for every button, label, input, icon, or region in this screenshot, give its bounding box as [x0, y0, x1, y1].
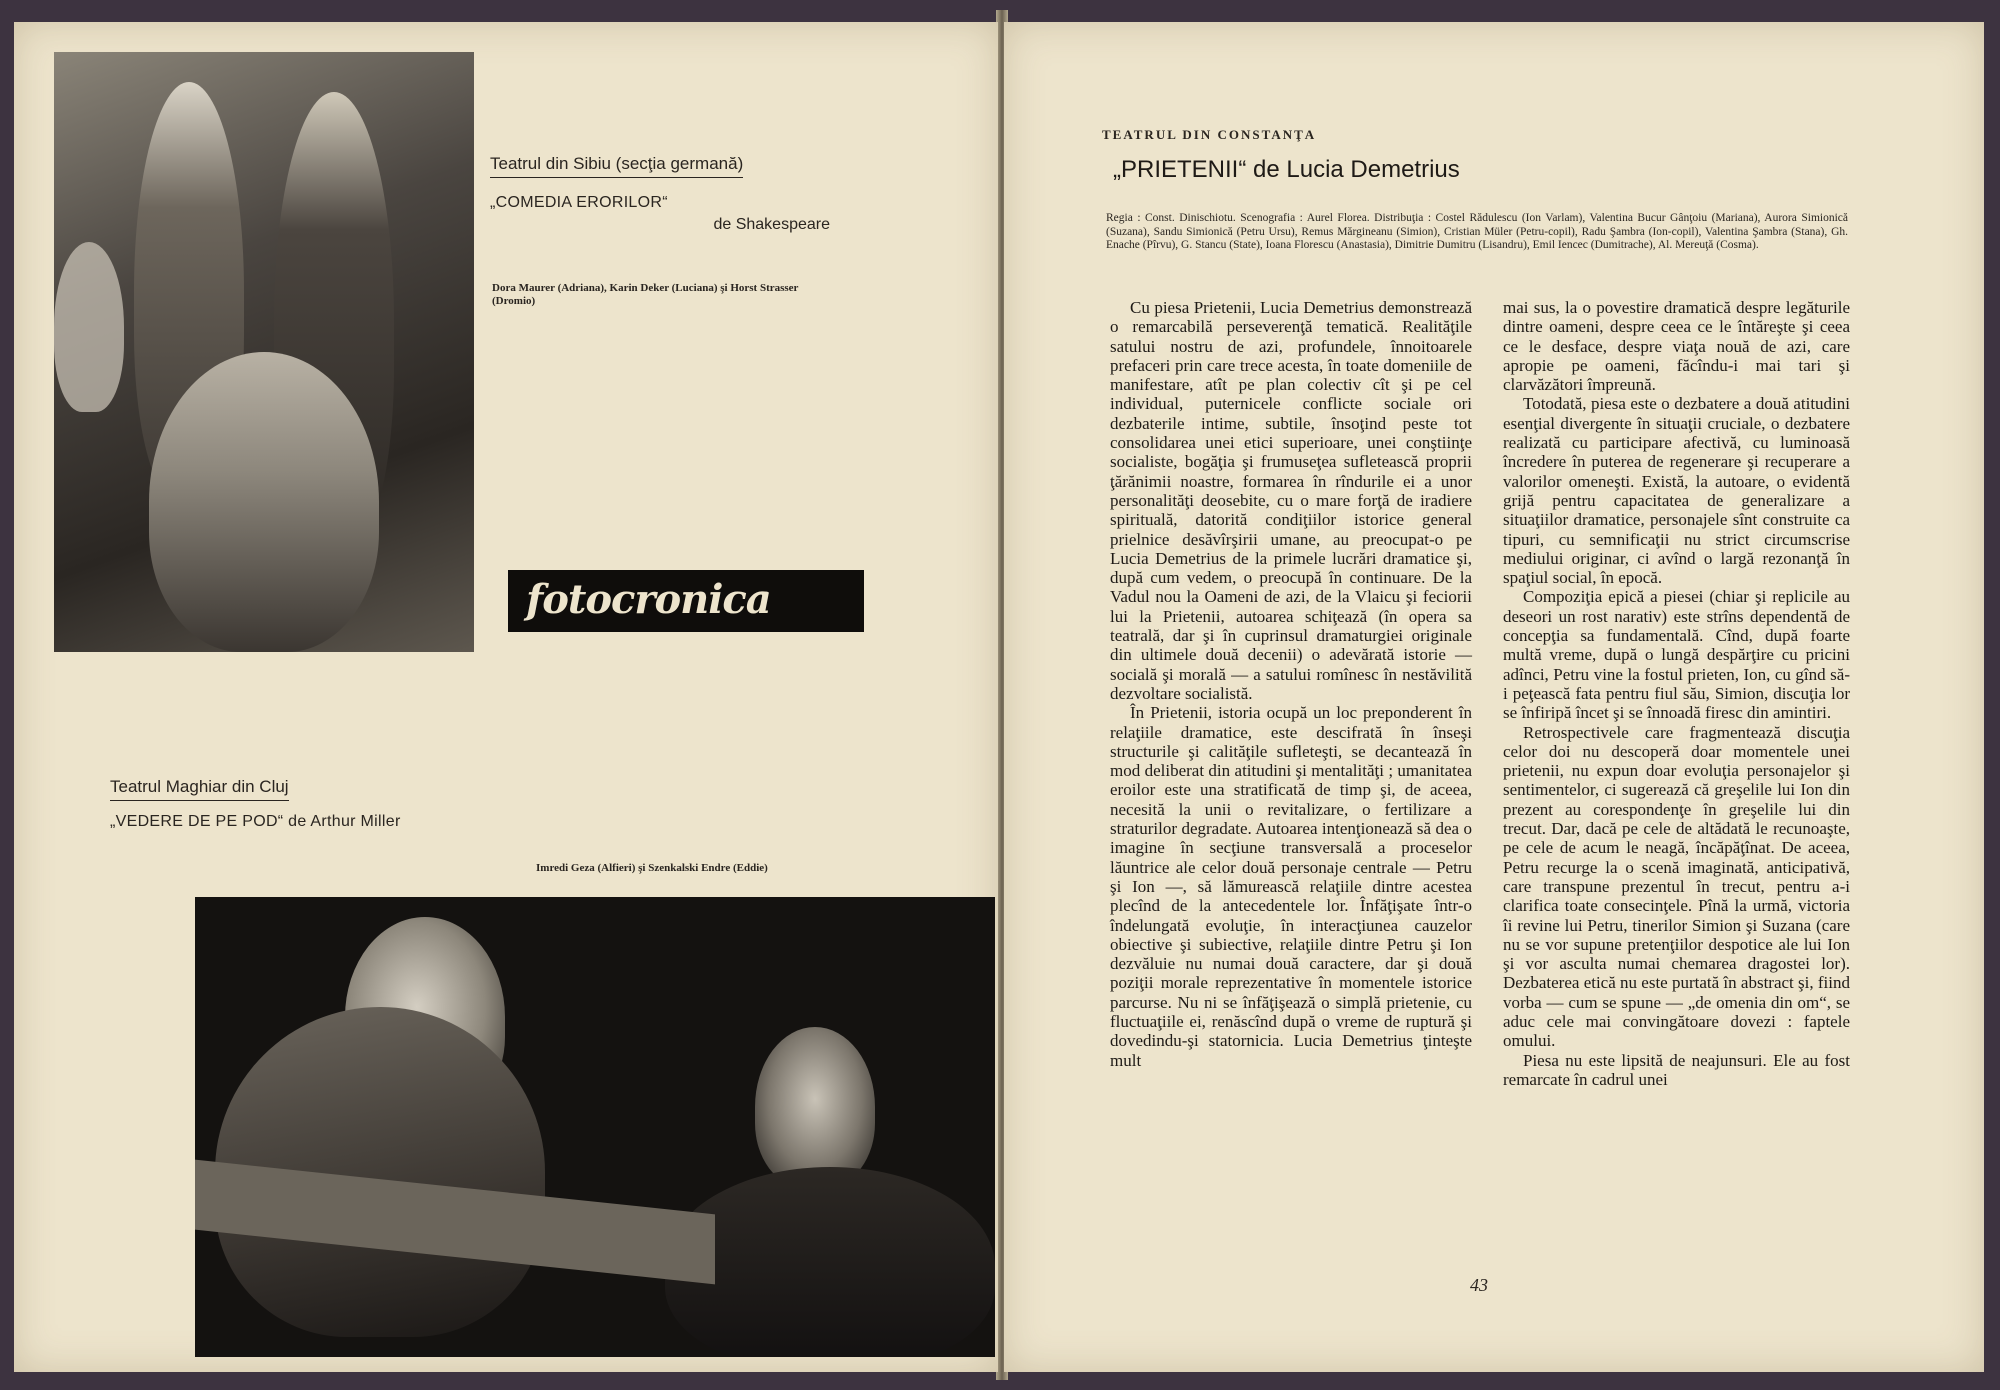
article-title: „PRIETENII“ de Lucia Demetrius: [1113, 156, 1460, 183]
fotocronica-logo: fotocronica: [526, 576, 771, 623]
paragraph: Piesa nu este lipsită de neajunsuri. Ele au fost remarcate în cadrul unei: [1503, 1050, 1850, 1089]
paragraph: În Prietenii, istoria ocupă un loc preponderent în relaţiile dramatice, este descifrată în înseşi structurile şi calităţile sufleteşti, se decantează în mod deliberat din atitudini şi mentalităţi ; umanitatea eroilor este una stratificată de timp şi, de aceea, necesită la unii o revitalizare, o fertilizare a straturilor degradate. Autoarea intenţionează să dea o imagine în secţiune transversală a proceselor lăuntrice ale celor două personaje centrale — Petru şi Ion —, să lămurească relaţiile dintre acestea plecînd de la antecedentele lor. Înfăţişate într-o îndelungată evoluţie, în interacţiunea cauzelor obiective şi subiective, relaţiile dintre Petru şi Ion dezvăluie nu numai două caractere, dar şi două poziţii morale reprezentative în momentele istorice parcurse. Nu ni se înfăţişează o simplă prietenie, cu fluctuaţiile ei, renăscînd după o vreme de ruptură şi dovedindu-şi statornicia. Lucia Demetrius ţinteşte mult: [1110, 703, 1472, 1070]
view-from-bridge-title: „VEDERE DE PE POD“ de Arthur Miller: [110, 813, 401, 830]
paragraph: Compoziţia epică a piesei (chiar şi replicile au deseori un rost narativ) este strîns dependentă de concepţia sa fundamentală. Cînd, după foarte multă vreme, după o lungă despărţire cu pricini adînci, Petru vine la fostul prieten, Ion, cu gînd să-i peţească fata pentru fiul său, Simion, discuţia lor se înfiripă încet şi se înnoadă firesc din amintiri.: [1503, 587, 1850, 723]
shakespeare-author: de Shakespeare: [713, 216, 830, 233]
fotocronica-banner: [508, 570, 864, 632]
sibiu-theatre-name: Teatrul din Sibiu (secţia germană): [490, 154, 743, 178]
sibiu-cast-note: Dora Maurer (Adriana), Karin Deker (Luciana) şi Horst Strasser (Dromio): [492, 282, 799, 307]
production-credits: Regia : Const. Dinischiotu. Scenografia : Aurel Florea. Distribuţia : Costel Rădulescu (Ion Varlam), Valentina Bucur Gânţoiu (Mariana), Aurora Simionică (Suzana), Sandu Simionică (Petru Ursu), Remus Mărgineanu (Simion), Cristian Müler (Petru-copil), Radu Şambra (Ion-copil), Valentina Şambra (Stana), Gh. Enache (Pîrvu), G. Stancu (State), Ioana Florescu (Anastasia), Dimitrie Dumitru (Lisandru), Emil Iencec (Dumitrache), Al. Mereuţă (Cosma).: [1106, 212, 1848, 251]
page-number: 43: [1470, 1275, 1488, 1295]
article-column-2: [1503, 298, 1850, 1089]
comedy-of-errors-title: „COMEDIA ERORILOR“: [490, 194, 668, 211]
left-page: [14, 22, 998, 1372]
comedy-of-errors-photo: [54, 52, 474, 652]
sibiu-caption: [490, 154, 830, 234]
article-column-1: [1110, 298, 1472, 1070]
view-from-bridge-photo: [195, 897, 995, 1357]
paragraph: Cu piesa Prietenii, Lucia Demetrius demonstrează o remarcabilă perseverenţă tematică. Realităţile satului nostru de azi, profundele, înnoitoarele prefaceri prin care trece acesta, în toate domeniile de manifestare, atît pe plan colectiv cît şi pe cel individual, puternicele conflicte sociale ori dezbaterile intime, subtile, însoţind peste tot consolidarea unei etici superioare, unei conştiinţe socialiste, bogăţia şi frumuseţea sufletească proprii ţărănimii noastre, formarea în rîndurile ei a unor personalităţi deosebite, cu o mare forţă de iradiere spirituală, datorită condiţiilor istorice general prielnice desăvîrşirii umane, au preocupat-o pe Lucia Demetrius de la primele lucrări dramatice şi, după cum vedem, o preocupă în continuare. De la Vadul nou la Oameni de azi, de la Vlaicu şi feciorii lui la Prietenii, autoarea schiţează (în opera sa teatrală, dar şi în cuprinsul dramaturgiei originale din ultimele două decenii) o adevărată istorie — socială şi morală — a satului romînesc în nestăvilită dezvoltare socialistă.: [1110, 298, 1472, 703]
section-label: TEATRUL DIN CONSTANŢA: [1102, 127, 1317, 142]
cluj-theatre-name: Teatrul Maghiar din Cluj: [110, 777, 289, 801]
cluj-caption: [110, 777, 490, 831]
paragraph: Totodată, piesa este o dezbatere a două atitudini esenţial divergente în situaţii cruciale, o dezbatere realizată cu participare afectivă, cu luminoasă încredere în puterea de regenerare şi recuperare a valorilor omeneşti. Există, la autoare, o evidentă grijă pentru capacitatea de generalizare a situaţiilor dramatice, personajele sînt construite ca tipuri, cu semnificaţii nu strict circumscrise mediului originar, ci avînd o largă rezonanţă în spaţiul social, în epocă.: [1503, 394, 1850, 588]
paragraph: Retrospectivele care fragmentează discuţia celor doi nu descoperă doar momentele unei prietenii, nu expun doar evoluţia personajelor şi sentimentelor, ci sugerează că greşelile lui Ion din prezent au corespondenţe în greşelile lui din trecut. Dar, dacă pe cele de altădată le recunoaşte, pe cele de acum le neagă, încăpăţînat. De aceea, Petru recurge la o scenă imaginată, anticipativă, care transpune prezentul în trecut, pentru a-i clarifica toate consecinţele. Pînă la urmă, victoria îi revine lui Petru, tinerilor Simion şi Suzana (care nu se vor supune pretenţiilor despotice ale lui Ion şi vor asculta numai chemarea dragostei lor). Dezbaterea etică nu este purtată în abstract şi, fiind vorba — cum se spune — „de omenia din om“, se aduc cele mai convingătoare dovezi : faptele omului.: [1503, 722, 1850, 1051]
paragraph: mai sus, la o povestire dramatică despre legăturile dintre oameni, despre ceea ce le întăreşte şi ceea ce le desface, despre viaţa nouă de azi, care apropie pe oameni, făcîndu-i mai tari şi clarvăzători împreună.: [1503, 298, 1850, 395]
cluj-cast-note: Imredi Geza (Alfieri) şi Szenkalski Endre (Eddie): [536, 862, 768, 874]
